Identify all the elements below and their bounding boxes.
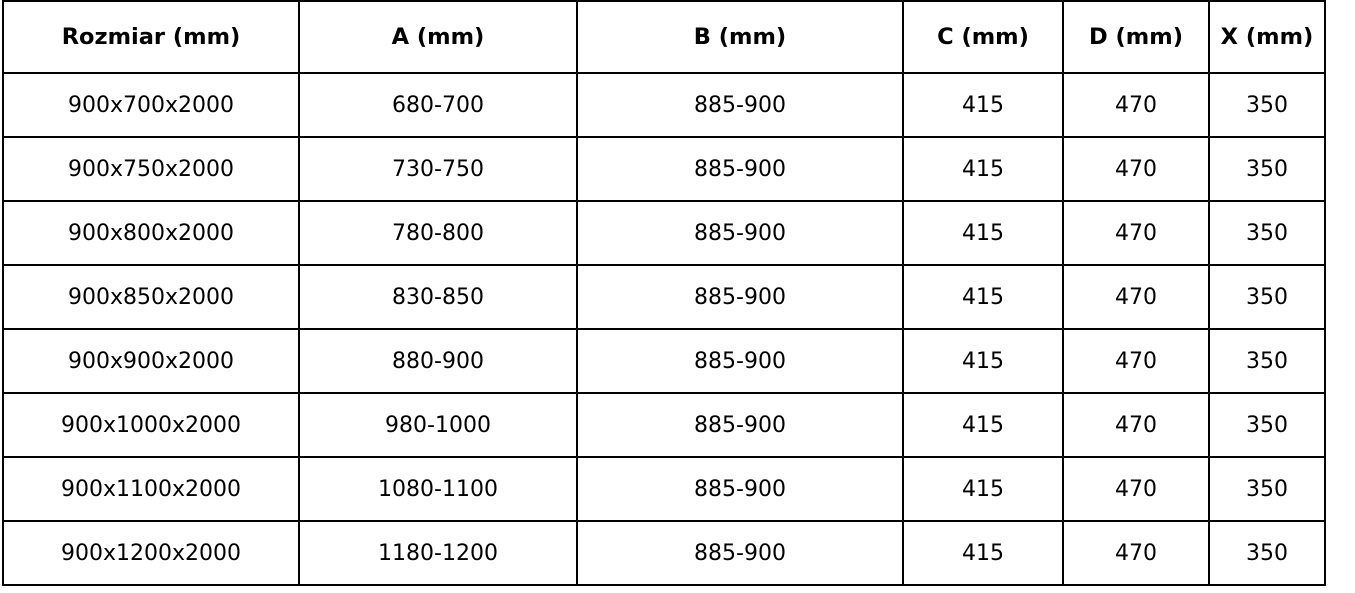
cell-d: 470 bbox=[1063, 457, 1209, 521]
table-row bbox=[3, 457, 1325, 521]
column-header-x: X (mm) bbox=[1209, 1, 1325, 73]
column-header-d: D (mm) bbox=[1063, 1, 1209, 73]
cell-b: 885-900 bbox=[577, 329, 903, 393]
cell-c: 415 bbox=[903, 265, 1063, 329]
table-row bbox=[3, 329, 1325, 393]
cell-rozmiar: 900x750x2000 bbox=[3, 137, 299, 201]
cell-rozmiar: 900x800x2000 bbox=[3, 201, 299, 265]
cell-b: 885-900 bbox=[577, 393, 903, 457]
cell-a: 730-750 bbox=[299, 137, 577, 201]
cell-b: 885-900 bbox=[577, 137, 903, 201]
cell-c: 415 bbox=[903, 393, 1063, 457]
cell-rozmiar: 900x1100x2000 bbox=[3, 457, 299, 521]
cell-a: 880-900 bbox=[299, 329, 577, 393]
cell-d: 470 bbox=[1063, 265, 1209, 329]
cell-b: 885-900 bbox=[577, 521, 903, 585]
cell-x: 350 bbox=[1209, 201, 1325, 265]
cell-a: 980-1000 bbox=[299, 393, 577, 457]
cell-c: 415 bbox=[903, 329, 1063, 393]
dimensions-table bbox=[2, 0, 1326, 586]
cell-rozmiar: 900x700x2000 bbox=[3, 73, 299, 137]
cell-d: 470 bbox=[1063, 521, 1209, 585]
cell-c: 415 bbox=[903, 201, 1063, 265]
column-header-a: A (mm) bbox=[299, 1, 577, 73]
cell-d: 470 bbox=[1063, 201, 1209, 265]
table-row bbox=[3, 137, 1325, 201]
table-row bbox=[3, 393, 1325, 457]
cell-x: 350 bbox=[1209, 137, 1325, 201]
cell-d: 470 bbox=[1063, 73, 1209, 137]
cell-b: 885-900 bbox=[577, 265, 903, 329]
cell-rozmiar: 900x1000x2000 bbox=[3, 393, 299, 457]
cell-c: 415 bbox=[903, 137, 1063, 201]
cell-a: 780-800 bbox=[299, 201, 577, 265]
cell-rozmiar: 900x1200x2000 bbox=[3, 521, 299, 585]
cell-x: 350 bbox=[1209, 521, 1325, 585]
table-row bbox=[3, 265, 1325, 329]
cell-b: 885-900 bbox=[577, 73, 903, 137]
cell-x: 350 bbox=[1209, 393, 1325, 457]
cell-d: 470 bbox=[1063, 329, 1209, 393]
cell-b: 885-900 bbox=[577, 457, 903, 521]
cell-x: 350 bbox=[1209, 73, 1325, 137]
cell-x: 350 bbox=[1209, 329, 1325, 393]
table-header-row bbox=[3, 1, 1325, 73]
cell-c: 415 bbox=[903, 521, 1063, 585]
table-row bbox=[3, 201, 1325, 265]
cell-rozmiar: 900x850x2000 bbox=[3, 265, 299, 329]
cell-x: 350 bbox=[1209, 457, 1325, 521]
cell-d: 470 bbox=[1063, 137, 1209, 201]
cell-b: 885-900 bbox=[577, 201, 903, 265]
column-header-b: B (mm) bbox=[577, 1, 903, 73]
table-row bbox=[3, 73, 1325, 137]
cell-c: 415 bbox=[903, 457, 1063, 521]
cell-c: 415 bbox=[903, 73, 1063, 137]
cell-a: 680-700 bbox=[299, 73, 577, 137]
cell-d: 470 bbox=[1063, 393, 1209, 457]
column-header-c: C (mm) bbox=[903, 1, 1063, 73]
cell-a: 1180-1200 bbox=[299, 521, 577, 585]
cell-x: 350 bbox=[1209, 265, 1325, 329]
cell-a: 1080-1100 bbox=[299, 457, 577, 521]
cell-rozmiar: 900x900x2000 bbox=[3, 329, 299, 393]
column-header-rozmiar: Rozmiar (mm) bbox=[3, 1, 299, 73]
cell-a: 830-850 bbox=[299, 265, 577, 329]
table-row bbox=[3, 521, 1325, 585]
